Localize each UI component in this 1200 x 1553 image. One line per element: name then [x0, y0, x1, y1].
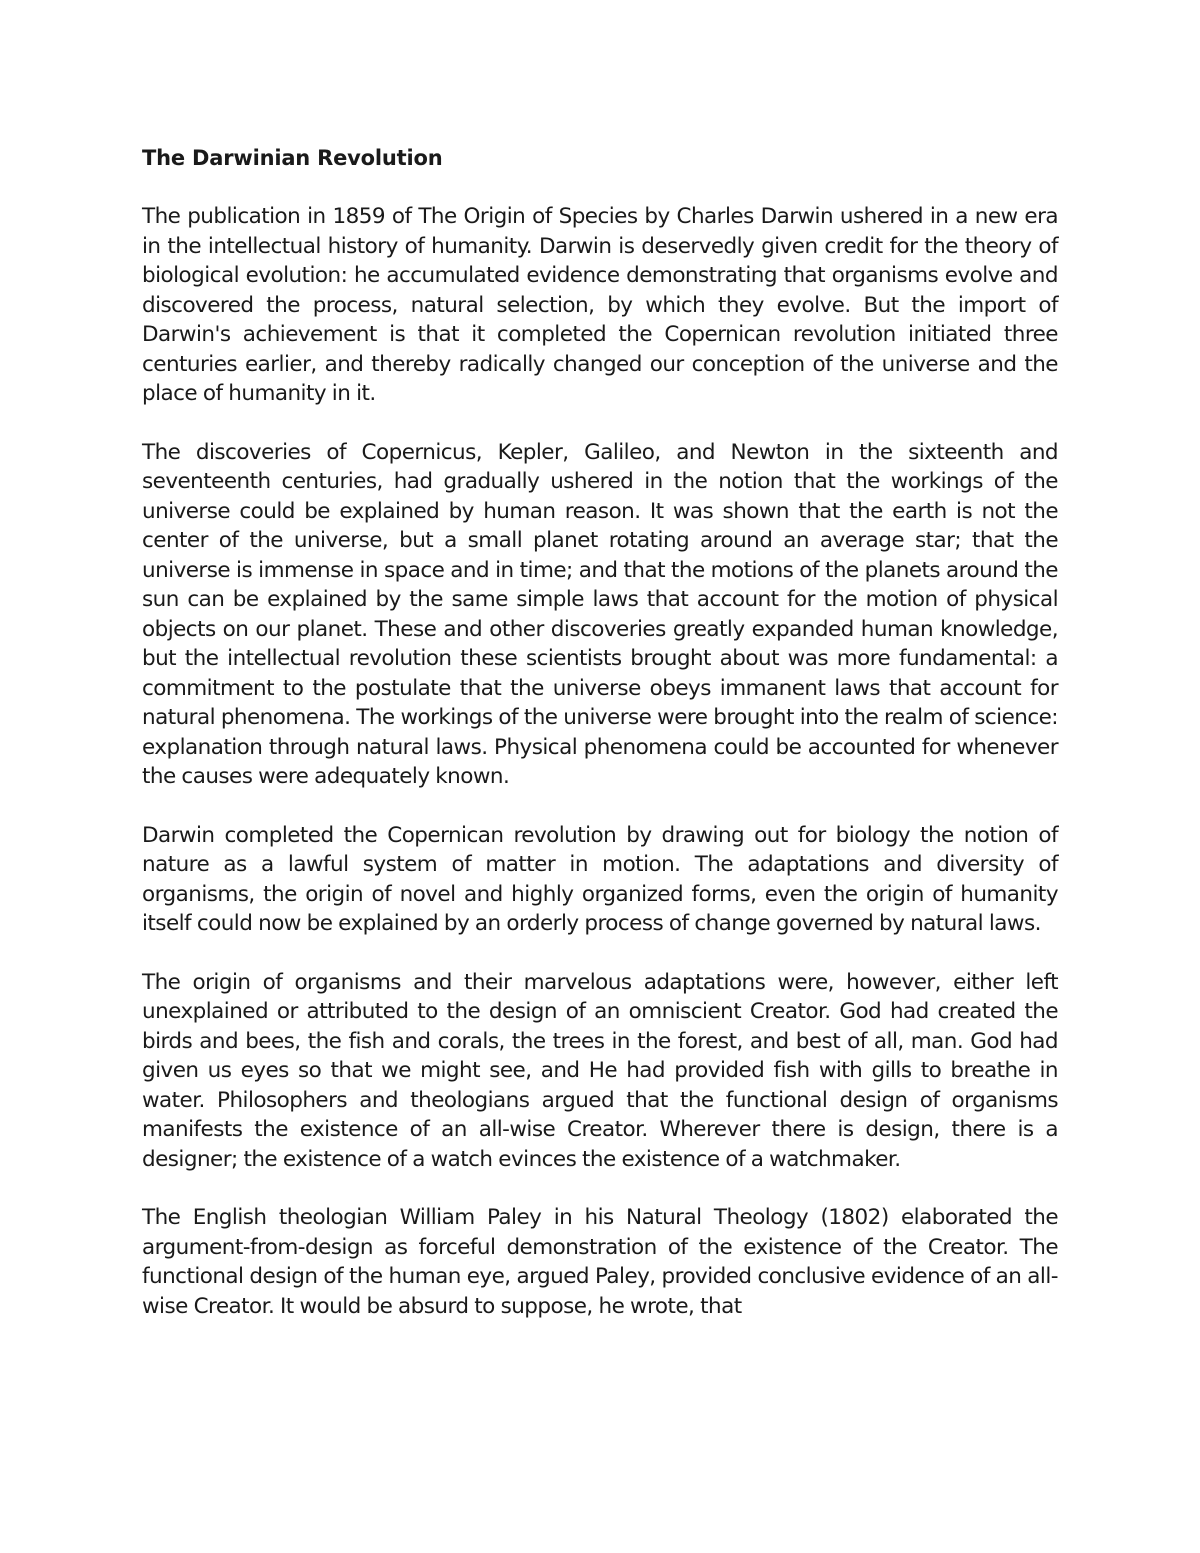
paragraph-5: The English theologian William Paley in his Natural Theology (1802) elaborated the argument-from-design as forceful demonstration of the existence of the Creator. The functional design of the human eye, argued Paley, provided conclusive evidence of an all-wise Creator. It would be absurd to suppose, he wrote, that: [142, 1205, 1058, 1319]
paragraph-3: Darwin completed the Copernican revolution by drawing out for biology the notion of nature as a lawful system of matter in motion. The adaptations and diversity of organisms, the origin of novel and highly organized forms, even the origin of humanity itself could now be explained by an orderly process of change governed by natural laws.: [142, 822, 1058, 936]
paragraph-2: The discoveries of Copernicus, Kepler, Galileo, and Newton in the sixteenth and seventeenth centuries, had gradually ushered in the notion that the workings of the universe could be explained by human reason. It was shown that the earth is not the center of the universe, but a small planet rotating around an average star; that the universe is immense in space and in time; and that the motions of the planets around the sun can be explained by the same simple laws that account for the motion of physical objects on our planet. These and other discoveries greatly expanded human knowledge, but the intellectual revolution these scientists brought about was more fundamental: a commitment to the postulate that the universe obeys immanent laws that account for natural phenomena. The workings of the universe were brought into the realm of science: explanation through natural laws. Physical phenomena could be accounted for whenever the causes were adequately known.: [142, 439, 1058, 789]
document-page: [142, 143, 1058, 1350]
paragraph-1: The publication in 1859 of The Origin of Species by Charles Darwin ushered in a new era in the intellectual history of humanity. Darwin is deservedly given credit for the theory of biological evolution: he accumulated evidence demonstrating that organisms evolve and discovered the process, natural selection, by which they evolve. But the import of Darwin's achievement is that it completed the Copernican revolution initiated three centuries earlier, and thereby radically changed our conception of the universe and the place of humanity in it.: [142, 204, 1058, 406]
paragraph-4: The origin of organisms and their marvelous adaptations were, however, either left unexplained or attributed to the design of an omniscient Creator. God had created the birds and bees, the fish and corals, the trees in the forest, and best of all, man. God had given us eyes so that we might see, and He had provided fish with gills to breathe in water. Philosophers and theologians argued that the functional design of organisms manifests the existence of an all-wise Creator. Wherever there is design, there is a designer; the existence of a watch evinces the existence of a watchmaker.: [142, 969, 1058, 1172]
document-title: The Darwinian Revolution: [142, 146, 443, 170]
